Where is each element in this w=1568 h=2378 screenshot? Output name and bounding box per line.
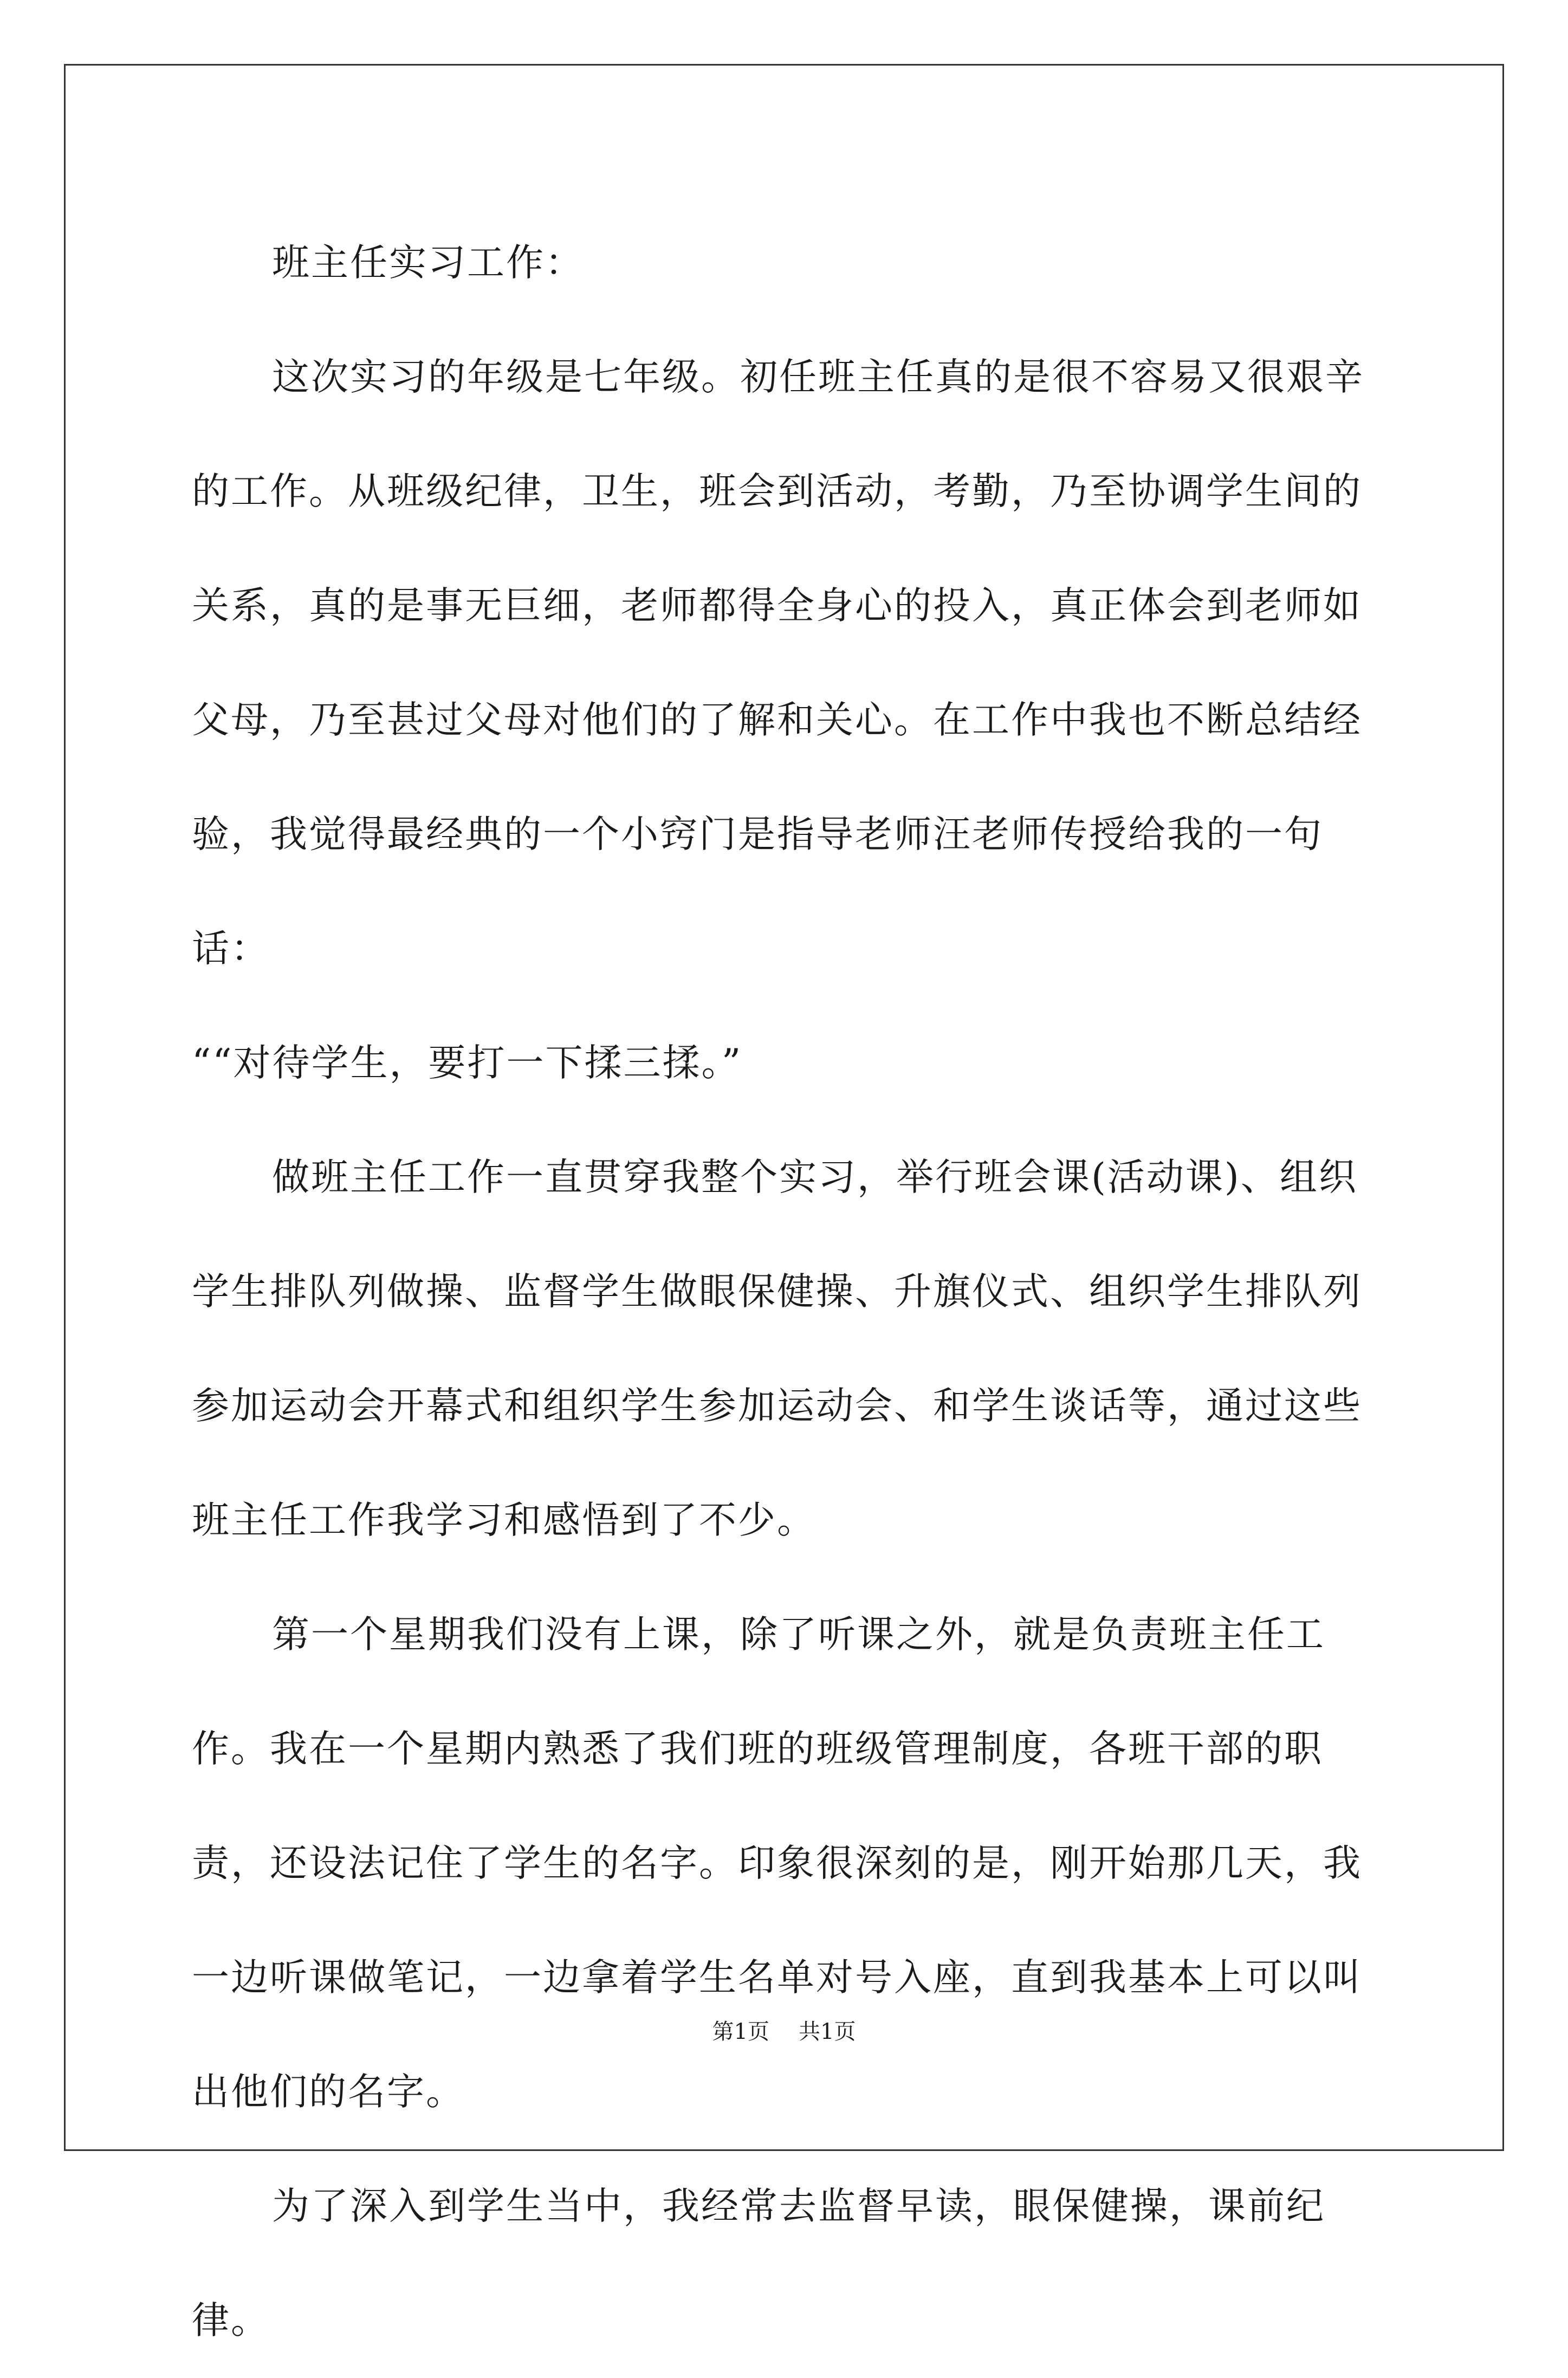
paragraph: 第一个星期我们没有上课，除了听课之外，就是负责班主任工作。我在一个星期内熟悉了我们班的班级管理制度，各班干部的职责，还设法记住了学生的名字。印象很深刻的是，刚开始那几天，我一边听课做笔记，一边拿着学生名单对号入座，直到我基本上可以叫出他们的名字。 — [192, 1613, 1362, 2114]
quote-paragraph: ““对待学生，要打一下揉三揉。” — [192, 1041, 743, 1085]
page-footer — [0, 2016, 1568, 2048]
paragraph: 做班主任工作一直贯穿我整个实习，举行班会课(活动课)、组织学生排队列做操、监督学生做眼保健操、升旗仪式、组织学生排队列参加运动会开幕式和组织学生参加运动会、和学生谈话等，通过这些班主任工作我学习和感悟到了不少。 — [192, 1156, 1362, 1542]
page-total: 共1页 — [799, 2019, 856, 2044]
page-number: 第1页 — [712, 2019, 769, 2044]
paragraph: 为了深入到学生当中，我经常去监督早读，眼保健操，课前纪律。 — [192, 2185, 1325, 2342]
section-heading: 班主任实习工作： — [272, 241, 584, 284]
paragraph: 这次实习的年级是七年级。初任班主任真的是很不容易又很艰辛的工作。从班级纪律，卫生，班会到活动，考勤，乃至协调学生间的关系，真的是事无巨细，老师都得全身心的投入，真正体会到老师如父母，乃至甚过父母对他们的了解和关心。在工作中我也不断总结经验，我觉得最经典的一个小窍门是指导老师汪老师传授给我的一句话： — [192, 355, 1364, 970]
document-body — [192, 206, 1384, 2378]
